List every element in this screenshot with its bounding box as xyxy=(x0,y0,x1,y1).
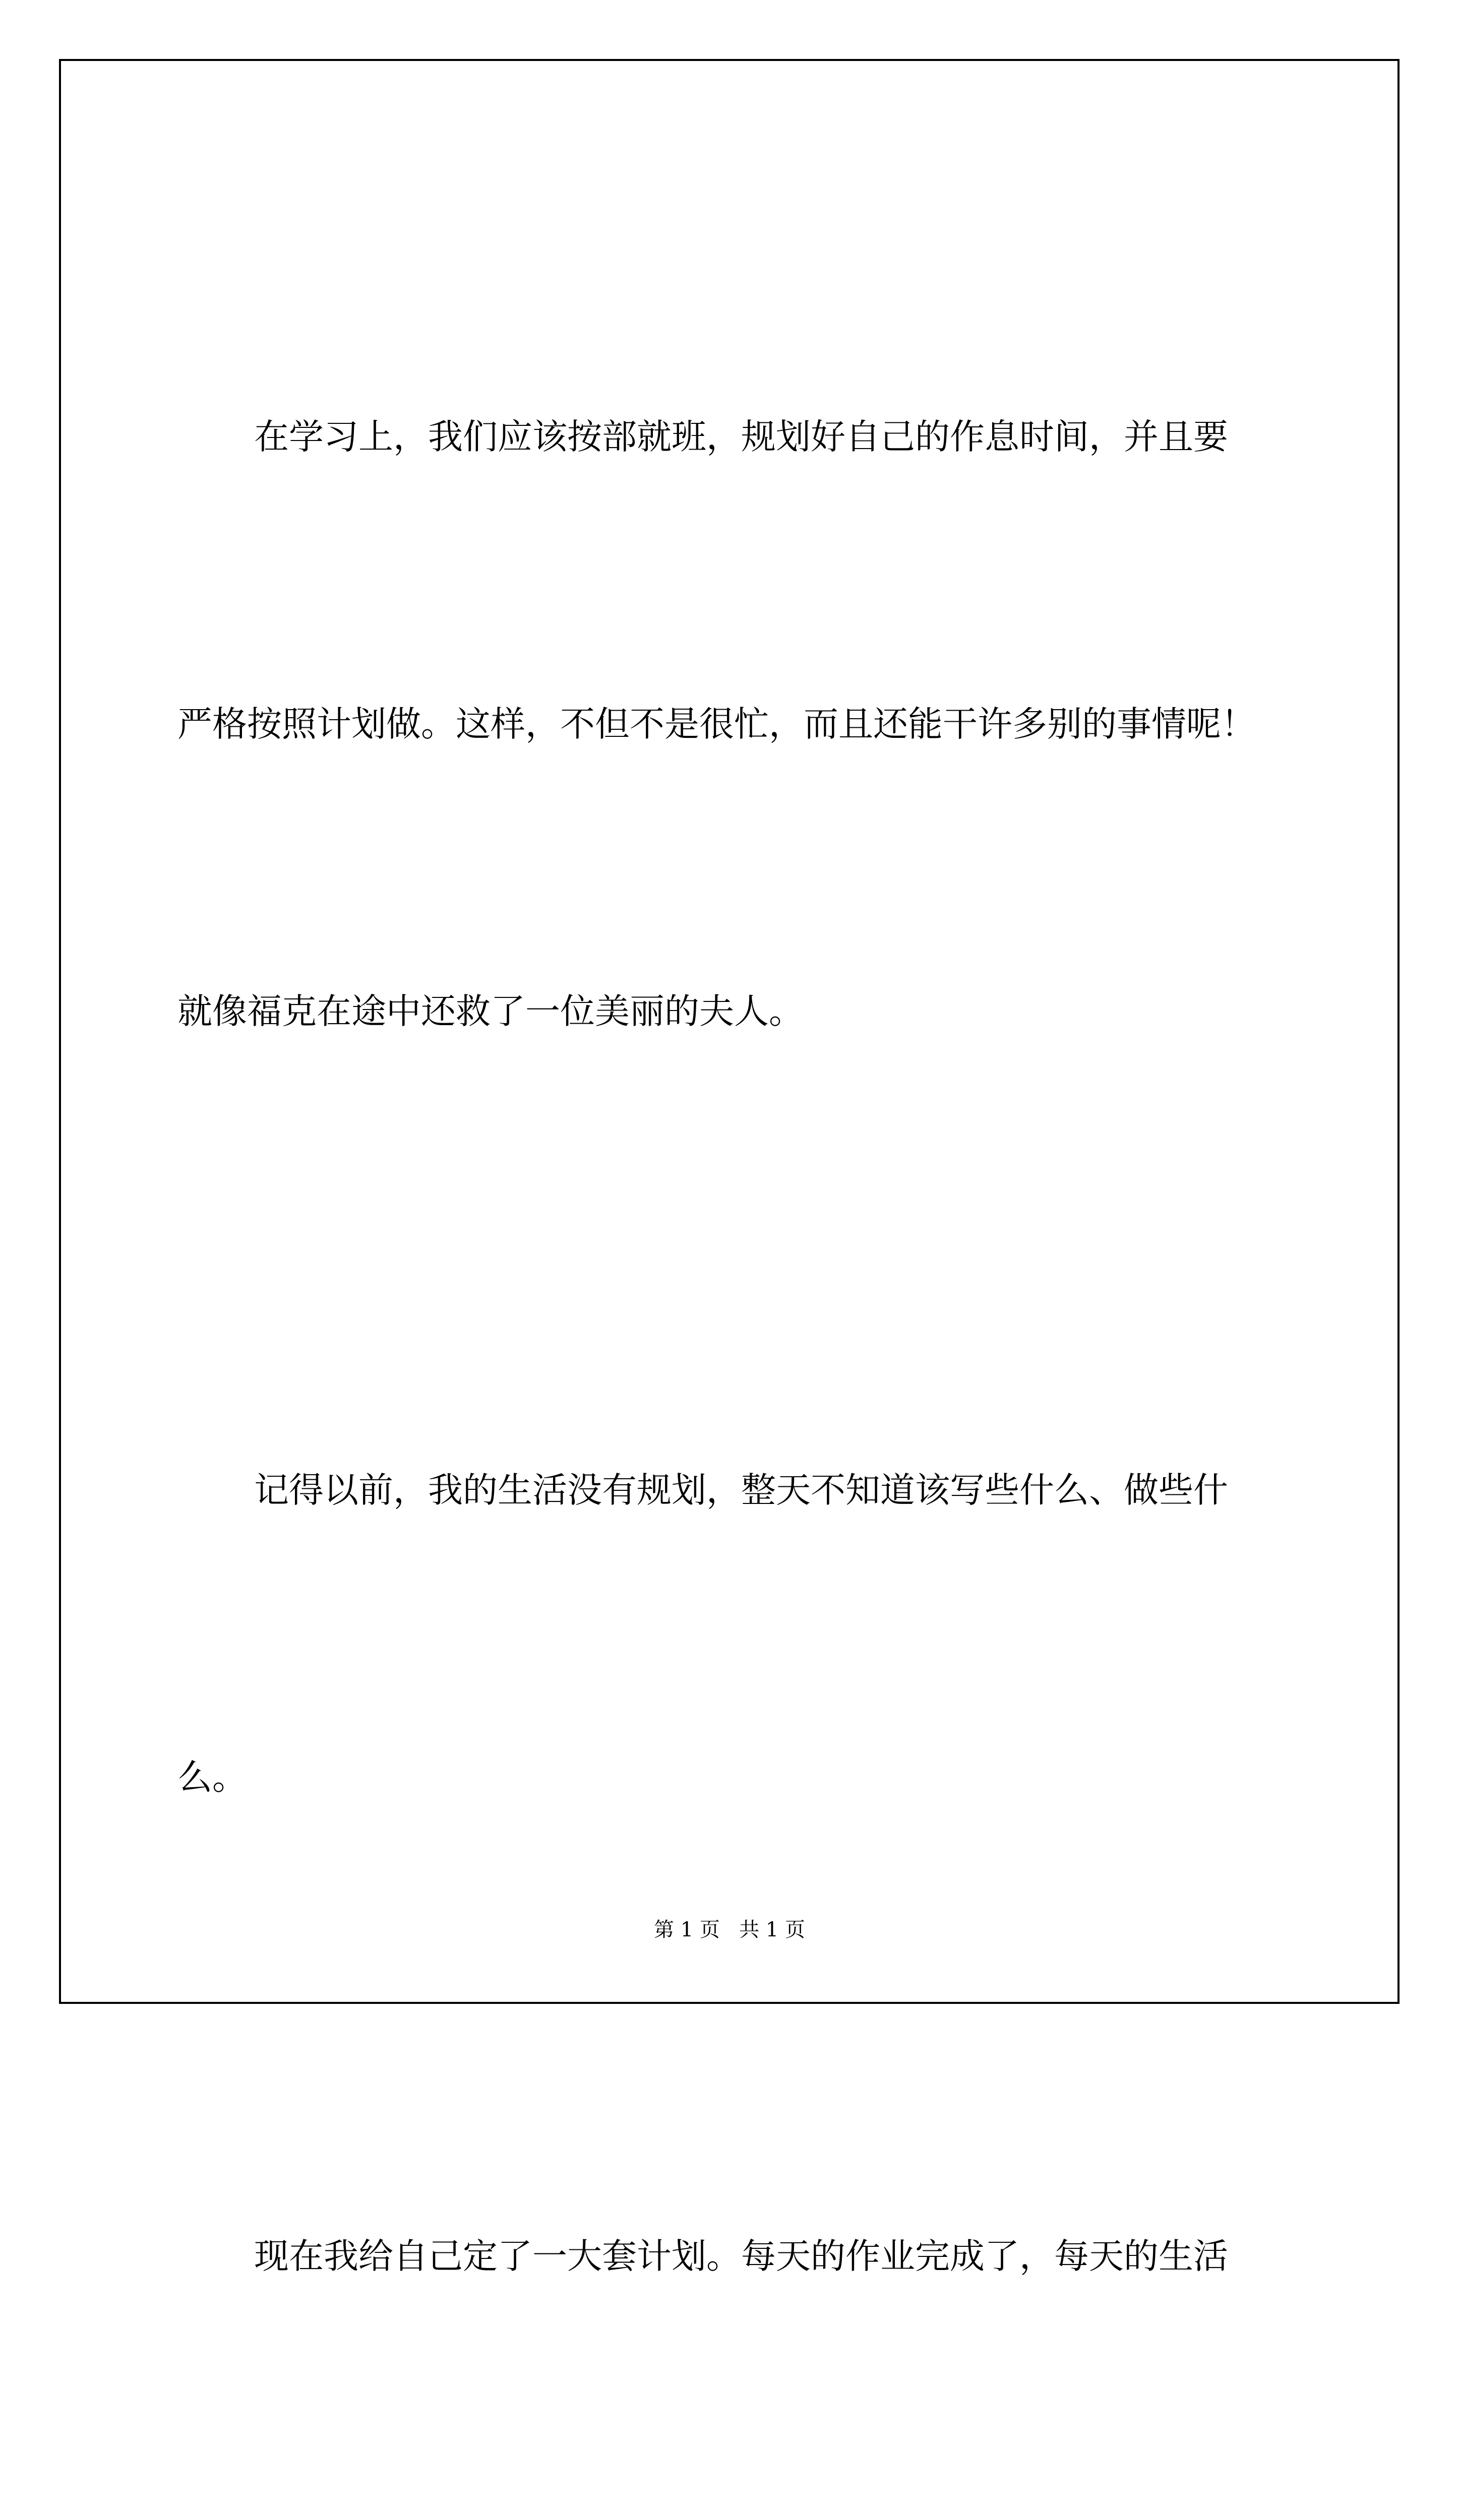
text-line: 在学习上，我们应该按部就班，规划好自己的作息时间，并且要 xyxy=(254,417,1228,457)
paragraph-1 xyxy=(177,198,1323,1251)
text-line xyxy=(177,2496,1323,2520)
text-line: 么。 xyxy=(177,1757,247,1798)
text-line: 记得以前，我的生活没有规划，整天不知道该写些什么、做些什 xyxy=(254,1470,1228,1510)
document-body xyxy=(177,198,1323,2520)
text-line: 严格按照计划做。这样，不但不是很忙，而且还能干许多别的事情呢！ xyxy=(177,704,1256,744)
text-line: 就像福克在途中还救了一位美丽的夫人。 xyxy=(177,991,804,1032)
text-line: 现在我给自己定了一大套计划。每天的作业完成了，每天的生活 xyxy=(254,2236,1228,2277)
page-footer: 第 1 页 共 1 页 xyxy=(654,1918,805,1941)
paragraph-2 xyxy=(177,1251,1323,2017)
paragraph-3 xyxy=(177,2017,1323,2520)
